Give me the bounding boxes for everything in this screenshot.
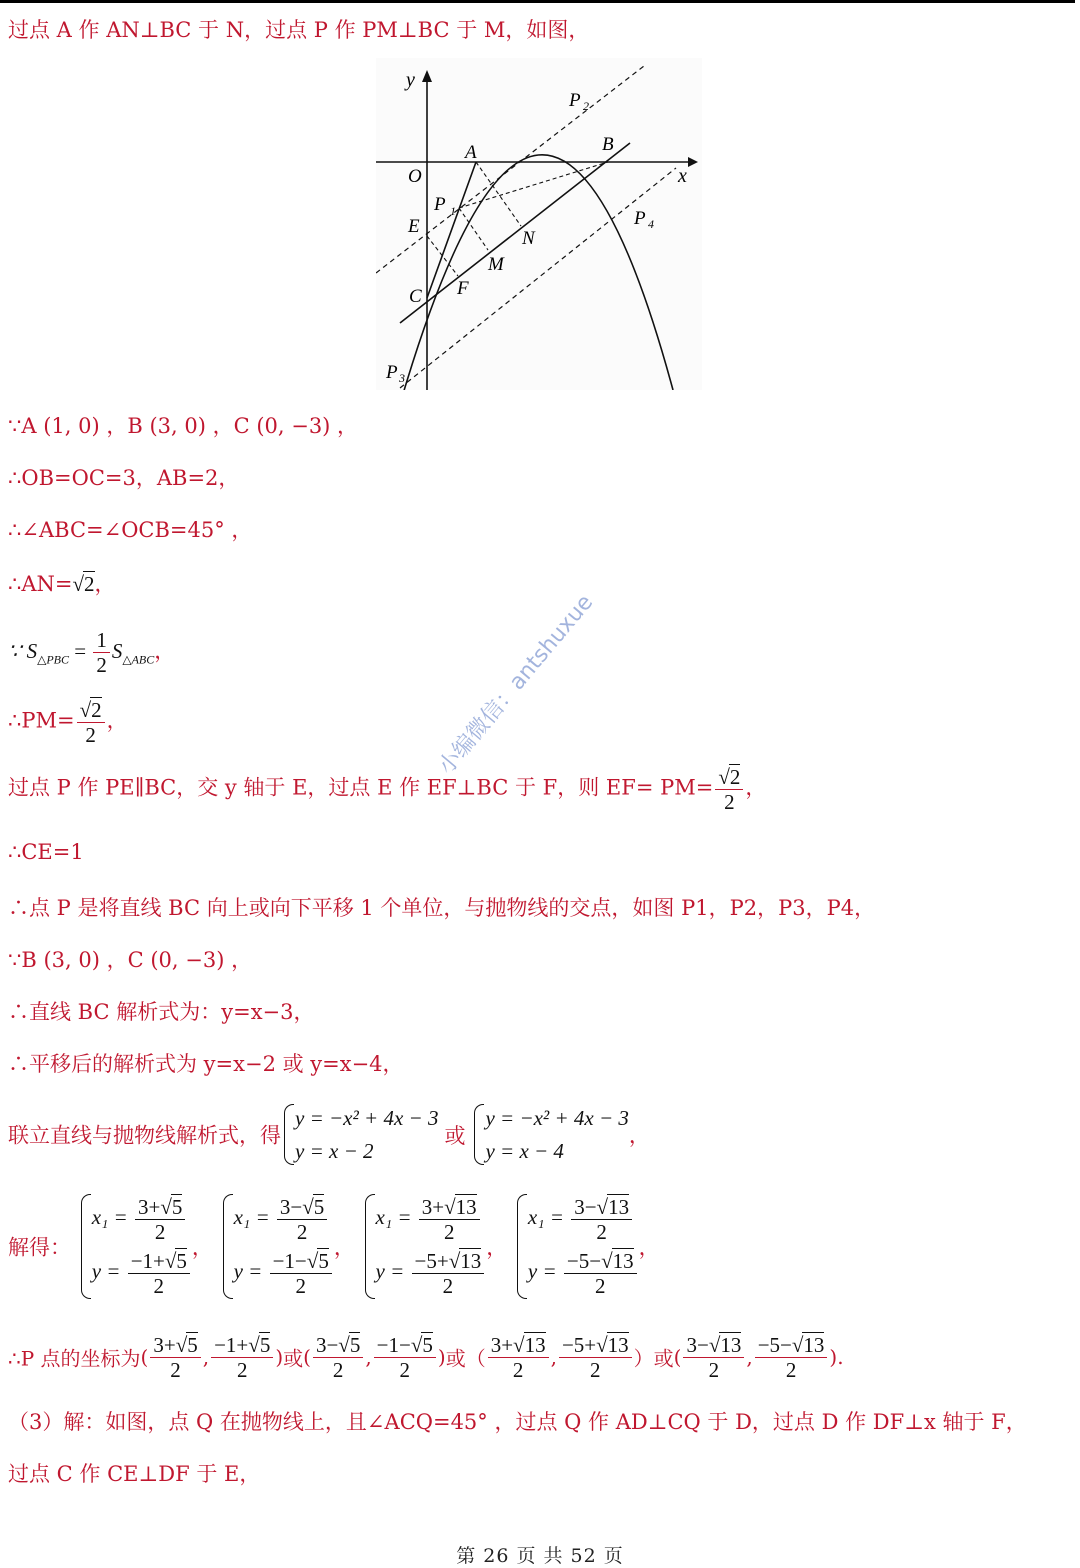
- line6-fraction: [93, 628, 110, 677]
- text-line-10: ∴点 P 是将直线 BC 向上或向下平移 1 个单位，与抛物线的交点，如图 P1，P2，P3，P4，: [8, 896, 876, 920]
- sol-comma-1: ，: [191, 1235, 213, 1260]
- sol-comma-4: ，: [638, 1235, 660, 1260]
- solution-system-4: x₁ = $\frac{3-√13}{2}$ y = $\frac{-5-√13}{2}$: [514, 1192, 639, 1301]
- text-line-14: [8, 1102, 650, 1167]
- p2-x: $\frac{3-√5}{2}$: [313, 1332, 363, 1382]
- line7-fraction: $\frac{√2}{2}$: [77, 697, 105, 747]
- p3-x: $\frac{3+√13}{2}$: [488, 1332, 549, 1382]
- line5-suffix: ，: [94, 572, 116, 596]
- sol2-y-num: −1−: [272, 1249, 307, 1274]
- sol3-y-label: y =: [375, 1259, 405, 1284]
- sol4-y-den: 2: [595, 1274, 606, 1299]
- text-line-1: 过点 A 作 AN⊥BC 于 N，过点 P 作 PM⊥BC 于 M，如图，: [8, 18, 590, 42]
- parabola-curve: [396, 155, 673, 390]
- text-line-8: [8, 764, 766, 814]
- text-line-2: ∵A (1, 0) ，B (3, 0) ，C (0, −3) ，: [8, 414, 359, 438]
- p3-x-rad: 13: [524, 1333, 546, 1357]
- parabola-figure: [376, 58, 702, 390]
- sol-comma-2: ，: [333, 1235, 355, 1260]
- p2-x-den: 2: [332, 1358, 344, 1383]
- sol-comma-3: ，: [486, 1235, 508, 1260]
- solution-system-1: x₁ = $\frac{3+√5}{2}$ y = $\frac{-1+√5}{2}$: [78, 1192, 192, 1301]
- line14-suffix: ，: [628, 1123, 650, 1148]
- text-line-15: [8, 1192, 660, 1301]
- label-F: F: [457, 278, 469, 299]
- sol1-y-rad: 5: [176, 1249, 187, 1274]
- line5-prefix: ∴AN=: [8, 572, 73, 596]
- text-line-18: 过点 C 作 CE⊥DF 于 E，: [8, 1462, 261, 1486]
- sol2-y-label: y =: [233, 1259, 263, 1284]
- label-A: A: [465, 142, 477, 163]
- label-B: B: [602, 134, 614, 155]
- p3-x-num: 3+: [490, 1333, 514, 1357]
- text-line-11: ∵B (3, 0) ，C (0, −3) ，: [8, 948, 253, 972]
- line8-text: 过点 P 作 PE∥BC，交 y 轴于 E，过点 E 作 EF⊥BC 于 F，则 EF= PM=: [8, 775, 714, 800]
- line16-or-2: 或: [445, 1346, 466, 1371]
- sol1-y-num: −1+: [130, 1249, 165, 1274]
- line8-den: 2: [724, 790, 735, 815]
- line16-or-1: 或: [283, 1346, 304, 1371]
- sol3-x-num: 3+: [421, 1195, 445, 1219]
- sol1-x-label: x₁ =: [91, 1204, 128, 1229]
- p1-y-rad: 5: [259, 1333, 271, 1357]
- sol3-x-label: x₁ =: [375, 1204, 412, 1229]
- p4-y: $\frac{-5-√13}{2}$: [755, 1332, 828, 1382]
- sol2-x-den: 2: [296, 1220, 308, 1245]
- line6-sub1: △PBC: [37, 652, 70, 667]
- text-line-12: ∴直线 BC 解析式为：y=x−3，: [8, 1000, 315, 1024]
- line7-radicand: 2: [91, 698, 102, 722]
- p2-y: $\frac{-1-√5}{2}$: [374, 1332, 436, 1382]
- sol4-y-rad: 13: [612, 1249, 634, 1274]
- equation-system-1: [281, 1102, 438, 1167]
- label-y: y: [406, 69, 415, 91]
- label-O: O: [408, 166, 422, 187]
- sol2-y-rad: 5: [318, 1249, 329, 1274]
- dashed-an: [476, 162, 521, 226]
- text-line-17: （3）解：如图，点 Q 在抛物线上，且∠ACQ=45° ，过点 Q 作 AD⊥CQ 于 D，过点 D 作 DF⊥x 轴于 F，: [8, 1410, 1027, 1434]
- text-line-4: ∴∠ABC=∠OCB=45° ，: [8, 518, 253, 542]
- p4-x-rad: 13: [720, 1333, 742, 1357]
- sol1-x-den: 2: [154, 1220, 166, 1245]
- sol2-x-rad: 5: [313, 1195, 325, 1219]
- sol2-x-label: x₁ =: [233, 1204, 270, 1229]
- sys2-row1: y = −x² + 4x − 3: [485, 1106, 629, 1130]
- p2-y-rad: 5: [422, 1333, 433, 1357]
- page-footer: 第 26 页 共 52 页: [456, 1545, 624, 1567]
- equation-system-2: [471, 1102, 628, 1167]
- label-E: E: [408, 216, 420, 237]
- sys1-row1: y = −x² + 4x − 3: [295, 1106, 439, 1130]
- p4-y-rad: 13: [803, 1333, 825, 1357]
- sol4-y-label: y =: [527, 1259, 557, 1284]
- p3-y-den: 2: [590, 1358, 601, 1383]
- text-line-16: ∴P 点的坐标为( $\frac{3+√5}{2}$ , $\frac{-1+√5}{2}$ )或( $\frac{3-√5}{2}$ , $\frac{-1-√5}{2}$ )或（ $\frac{3+√13}{2}$ , $\frac{-5+√13}{2}$ ）或( $\frac{3-√13}{2}$ , $\frac{-5-√13}{2}$ ).: [8, 1333, 844, 1383]
- label-P4: P: [634, 208, 646, 229]
- line14-or: 或: [444, 1123, 466, 1148]
- text-line-3: ∴OB=OC=3，AB=2，: [8, 466, 240, 490]
- p3-y-num: −5+: [561, 1333, 597, 1357]
- sol3-y-num: −5+: [414, 1249, 449, 1274]
- solution-system-3: x₁ = $\frac{3+√13}{2}$ y = $\frac{-5+√13}{2}$: [362, 1192, 487, 1301]
- sol4-x-num: 3−: [574, 1195, 597, 1219]
- text-line-5: ∴AN=√2，: [8, 572, 116, 596]
- label-P4-sub: 4: [648, 217, 654, 231]
- line-ac: [427, 162, 476, 298]
- p1-y-num: −1+: [214, 1333, 249, 1357]
- sol4-x-rad: 13: [608, 1195, 630, 1219]
- line7-prefix: ∴PM=: [8, 708, 75, 733]
- p4-x-num: 3−: [686, 1333, 709, 1357]
- label-P3-sub: 3: [399, 371, 405, 385]
- line6-den: 2: [96, 653, 107, 678]
- p1-x-rad: 5: [187, 1333, 198, 1357]
- p4-x: $\frac{3-√13}{2}$: [683, 1332, 744, 1382]
- line8-fraction: $\frac{√2}{2}$: [715, 764, 743, 814]
- p3-x-den: 2: [512, 1358, 524, 1383]
- label-x: x: [678, 165, 687, 187]
- sol3-x-den: 2: [443, 1220, 455, 1245]
- label-C: C: [409, 286, 422, 307]
- sol2-x-num: 3−: [279, 1195, 303, 1219]
- sol4-x-label: x₁ =: [527, 1204, 564, 1229]
- sys1-row2: y = x − 2: [295, 1138, 374, 1163]
- p2-x-rad: 5: [349, 1333, 361, 1357]
- top-border-line: [0, 0, 1075, 3]
- sol1-y-label: y =: [91, 1259, 121, 1284]
- watermark-text: 小编微信：antshuxue: [433, 590, 599, 780]
- p1-x: $\frac{3+√5}{2}$: [150, 1332, 200, 1382]
- line6-num: 1: [93, 628, 110, 653]
- sol1-x-rad: 5: [171, 1195, 183, 1219]
- text-line-13: ∴平移后的解析式为 y=x−2 或 y=x−4，: [8, 1052, 404, 1076]
- label-P1: P: [434, 194, 446, 215]
- sol2-y-den: 2: [295, 1274, 306, 1299]
- line7-den: 2: [85, 723, 96, 748]
- line6-s1: ∵ S: [8, 639, 38, 664]
- solution-system-2: x₁ = $\frac{3-√5}{2}$ y = $\frac{-1-√5}{2}$: [220, 1192, 334, 1301]
- y-axis-arrow: [422, 70, 432, 82]
- sol1-x-num: 3+: [137, 1195, 161, 1219]
- line7-suffix: ，: [106, 708, 128, 733]
- sol4-x-den: 2: [596, 1220, 607, 1245]
- label-P3: P: [386, 362, 398, 383]
- line16-prefix: ∴P 点的坐标为: [8, 1346, 141, 1371]
- line6-sub2: △ABC: [122, 652, 155, 667]
- line16-or-3: 或: [653, 1346, 674, 1371]
- label-M: M: [488, 254, 504, 275]
- p1-x-num: 3+: [153, 1333, 176, 1357]
- p2-x-num: 3−: [315, 1333, 339, 1357]
- line15-prefix: 解得：: [8, 1235, 71, 1260]
- line5-radicand: 2: [84, 572, 95, 596]
- p2-y-den: 2: [399, 1358, 411, 1383]
- label-N: N: [522, 228, 535, 249]
- sol4-y-num: −5−: [566, 1249, 602, 1274]
- line6-suffix: ，: [154, 639, 176, 664]
- line6-eq: =: [69, 639, 92, 664]
- line8-suffix: ，: [745, 775, 767, 800]
- label-P1-sub: 1: [450, 204, 456, 218]
- p4-x-den: 2: [708, 1358, 720, 1383]
- parabola-diagram: [376, 58, 702, 390]
- text-line-7: [8, 697, 128, 747]
- line6-s2: S: [111, 639, 123, 664]
- sol3-y-den: 2: [442, 1274, 454, 1299]
- sol3-x-rad: 13: [455, 1195, 477, 1219]
- sol3-y-rad: 13: [460, 1249, 482, 1274]
- line8-radicand: 2: [729, 765, 741, 789]
- label-P2-sub: 2: [583, 99, 589, 113]
- p2-y-num: −1−: [376, 1333, 411, 1357]
- line16-suffix: .: [837, 1345, 844, 1370]
- p4-y-num: −5−: [757, 1333, 792, 1357]
- line14-prefix: 联立直线与抛物线解析式，得: [8, 1123, 281, 1148]
- sol1-y-den: 2: [153, 1274, 165, 1299]
- p1-y: $\frac{-1+√5}{2}$: [211, 1332, 273, 1382]
- p3-y: $\frac{-5+√13}{2}$: [559, 1332, 632, 1382]
- sys2-row2: y = x − 4: [485, 1138, 564, 1163]
- p4-y-den: 2: [785, 1358, 797, 1383]
- text-line-6: [8, 628, 175, 677]
- p1-x-den: 2: [170, 1358, 181, 1383]
- p3-y-rad: 13: [607, 1333, 629, 1357]
- p1-y-den: 2: [236, 1358, 248, 1383]
- label-P2: P: [569, 90, 581, 111]
- x-axis-arrow: [688, 157, 698, 167]
- text-line-9: ∴CE=1: [8, 840, 84, 864]
